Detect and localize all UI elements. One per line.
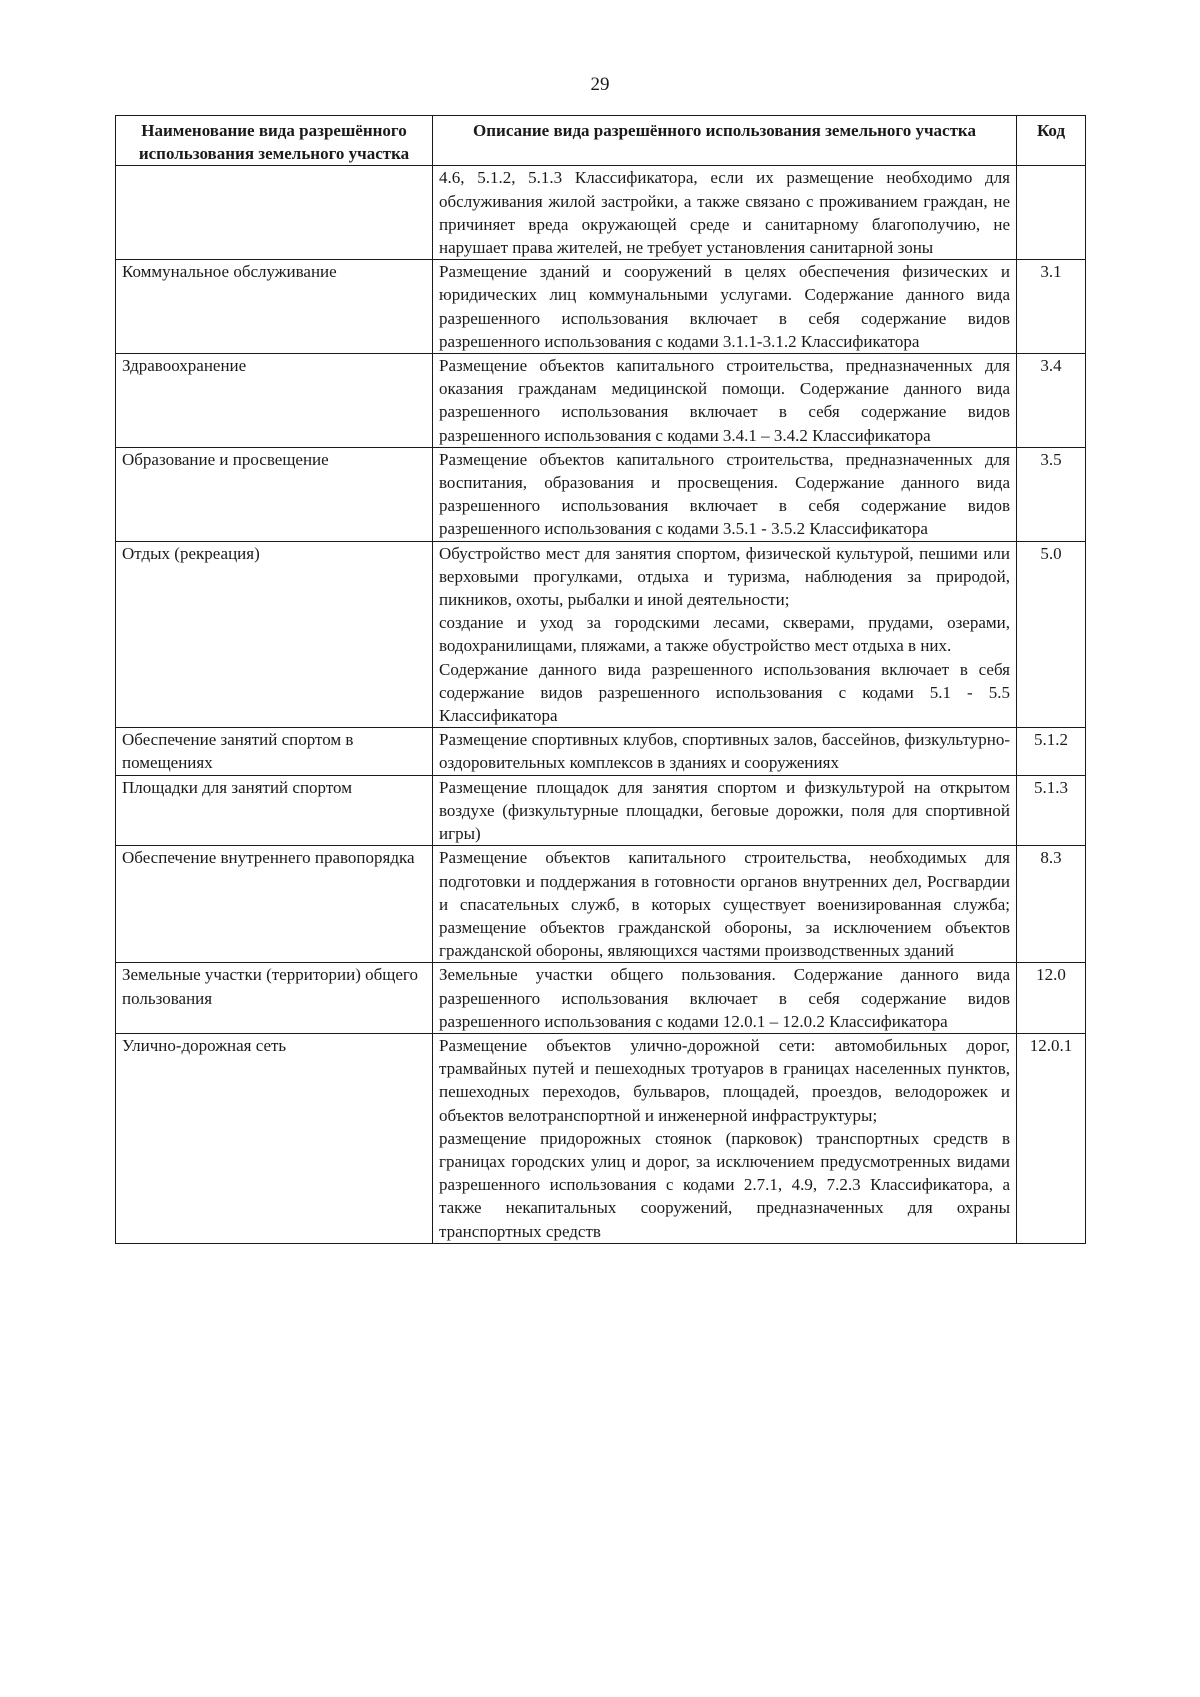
row-name: Обеспечение внутреннего правопорядка xyxy=(116,846,433,963)
row-code: 5.1.3 xyxy=(1017,775,1086,846)
row-description xyxy=(433,354,1017,448)
table-row xyxy=(116,541,1086,728)
table-row xyxy=(116,846,1086,963)
table-body xyxy=(116,166,1086,1243)
description-paragraph: Размещение объектов капитального строительства, необходимых для подготовки и поддержания в готовности органов внутренних дел, Росгвардии и спасательных служб, в которых существует военизированная служба; размещение объектов гражданской обороны, за исключением объектов гражданской обороны, являющихся частями производственных зданий xyxy=(439,848,1010,961)
row-description xyxy=(433,775,1017,846)
row-name: Обеспечение занятий спортом в помещениях xyxy=(116,728,433,775)
table-row xyxy=(116,447,1086,541)
description-paragraph: Размещение спортивных клубов, спортивных залов, бассейнов, физкультурно-оздоровительных комплексов в зданиях и сооружениях xyxy=(439,730,1010,773)
description-paragraph: размещение придорожных стоянок (парковок) транспортных средств в границах городских улиц и дорог, за исключением предусмотренных видами разрешенного использования с кодами 2.7.1, 4.9, 7.2.3 Классификатора, а также некапитальных сооружений, предназначенных для охраны транспортных средств xyxy=(439,1128,1010,1241)
table-row xyxy=(116,260,1086,354)
land-use-table xyxy=(115,115,1086,1244)
row-name: Здравоохранение xyxy=(116,354,433,448)
description-paragraph: Размещение зданий и сооружений в целях обеспечения физических и юридических лиц коммунальными услугами. Содержание данного вида разрешенного использования включает в себя содержание видов разрешенного использования с кодами 3.1.1-3.1.2 Классификатора xyxy=(439,262,1010,351)
row-description: 4.6, 5.1.2, 5.1.3 Классификатора, если их размещение необходимо для обслуживания жилой застройки, а также связано с проживанием граждан, не причиняет вреда окружающей среде и санитарному благополучию, не нарушает права жителей, не требует установления санитарной зоны xyxy=(433,166,1017,260)
row-name: Образование и просвещение xyxy=(116,447,433,541)
row-name xyxy=(116,166,433,260)
row-name: Отдых (рекреация) xyxy=(116,541,433,728)
row-description xyxy=(433,963,1017,1034)
row-code: 3.4 xyxy=(1017,354,1086,448)
table-row xyxy=(116,354,1086,448)
table-row xyxy=(116,775,1086,846)
table-header-row xyxy=(116,116,1086,166)
row-description xyxy=(433,1033,1017,1243)
description-paragraph: Обустройство мест для занятия спортом, физической культурой, пешими или верховыми прогулками, отдыха и туризма, наблюдения за природой, пикников, охоты, рыбалки и иной деятельности; xyxy=(439,543,1010,610)
header-name: Наименование вида разрешённого использования земельного участка xyxy=(116,116,433,166)
page-number: 29 xyxy=(590,74,610,95)
table-row-continuation xyxy=(116,166,1086,260)
table-row xyxy=(116,1033,1086,1243)
description-paragraph: Размещение площадок для занятия спортом и физкультурой на открытом воздухе (физкультурные площадки, беговые дорожки, поля для спортивной игры) xyxy=(439,777,1010,844)
description-paragraph: Земельные участки общего пользования. Содержание данного вида разрешенного использования включает в себя содержание видов разрешенного использования с кодами 12.0.1 – 12.0.2 Классификатора xyxy=(439,965,1010,1031)
row-code: 5.0 xyxy=(1017,541,1086,728)
table-row xyxy=(116,728,1086,775)
row-description xyxy=(433,541,1017,728)
row-description xyxy=(433,728,1017,775)
row-name: Земельные участки (территории) общего пользования xyxy=(116,963,433,1034)
header-code: Код xyxy=(1017,116,1086,166)
row-code: 12.0.1 xyxy=(1017,1033,1086,1243)
table-row xyxy=(116,963,1086,1034)
description-paragraph: создание и уход за городскими лесами, скверами, прудами, озерами, водохранилищами, пляжами, а также обустройство мест отдыха в них. xyxy=(439,613,1010,656)
row-code xyxy=(1017,166,1086,260)
description-paragraph: Размещение объектов капитального строительства, предназначенных для оказания гражданам медицинской помощи. Содержание данного вида разрешенного использования включает в себя содержание видов разрешенного использования с кодами 3.4.1 – 3.4.2 Классификатора xyxy=(439,356,1010,445)
row-name: Площадки для занятий спортом xyxy=(116,775,433,846)
row-code: 3.1 xyxy=(1017,260,1086,354)
row-name: Коммунальное обслуживание xyxy=(116,260,433,354)
description-paragraph: Размещение объектов улично-дорожной сети: автомобильных дорог, трамвайных путей и пешеходных тротуаров в границах населенных пунктов, пешеходных переходов, бульваров, площадей, проездов, велодорожек и объектов велотранспортной и инженерной инфраструктуры; xyxy=(439,1035,1010,1125)
description-paragraph: Размещение объектов капитального строительства, предназначенных для воспитания, образования и просвещения. Содержание данного вида разрешенного использования включает в себя содержание видов разрешенного использования с кодами 3.5.1 - 3.5.2 Классификатора xyxy=(439,449,1010,539)
description-paragraph: Содержание данного вида разрешенного использования включает в себя содержание видов разрешенного использования с кодами 5.1 - 5.5 Классификатора xyxy=(439,659,1010,726)
row-code: 3.5 xyxy=(1017,447,1086,541)
row-code: 12.0 xyxy=(1017,963,1086,1034)
row-code: 8.3 xyxy=(1017,846,1086,963)
row-code: 5.1.2 xyxy=(1017,728,1086,775)
row-description xyxy=(433,846,1017,963)
header-description: Описание вида разрешённого использования земельного участка xyxy=(433,116,1017,166)
row-name: Улично-дорожная сеть xyxy=(116,1033,433,1243)
row-description xyxy=(433,447,1017,541)
row-description xyxy=(433,260,1017,354)
